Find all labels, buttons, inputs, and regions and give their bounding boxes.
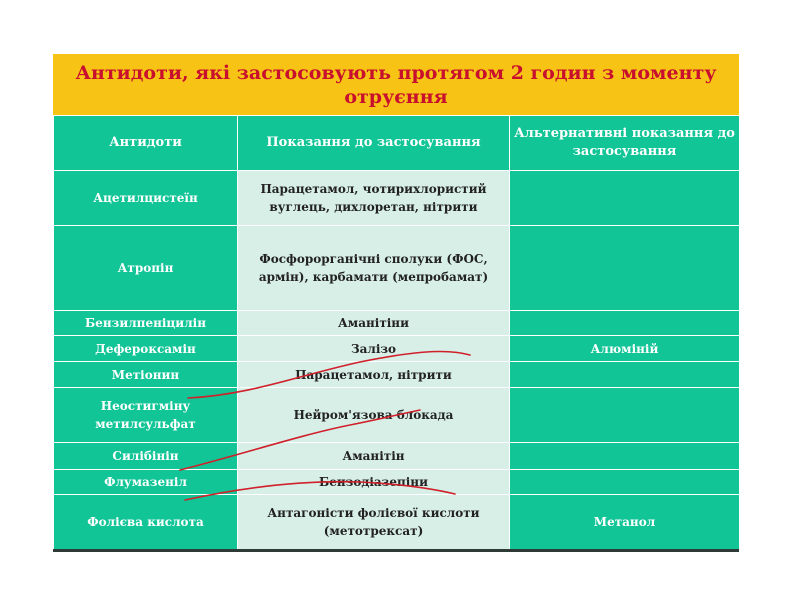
antidote-cell: Флумазеніл [54,470,238,495]
indications-cell: Аманітіни [238,311,510,336]
table-row [54,495,740,550]
header-antidote: Антидоти [54,116,238,171]
header-alternative: Альтернативні показання до застосування [510,116,740,171]
slide [53,54,739,550]
table-row [54,226,740,311]
indications-cell: Бензодіазепіни [238,470,510,495]
table-row [54,362,740,388]
table-row [54,311,740,336]
alternative-cell [510,226,740,311]
alternative-cell [510,311,740,336]
antidote-cell: Дефероксамін [54,336,238,362]
antidote-cell: Неостигміну метилсульфат [54,388,238,443]
table-row [54,388,740,443]
indications-cell: Парацетамол, чотирихлористий вуглець, дихлоретан, нітрити [238,171,510,226]
table-header-row [54,116,740,171]
antidote-cell: Ацетилцистеїн [54,171,238,226]
indications-cell: Антагоністи фолієвої кислоти (метотрексат) [238,495,510,550]
indications-cell: Нейром'язова блокада [238,388,510,443]
slide-title: Антидоти, які застосовують протягом 2 годин з моменту отруєння [53,54,739,115]
antidote-cell: Атропін [54,226,238,311]
alternative-cell [510,470,740,495]
alternative-cell [510,171,740,226]
table-row [54,470,740,495]
alternative-cell [510,362,740,388]
indications-cell: Парацетамол, нітрити [238,362,510,388]
indications-cell: Залізо [238,336,510,362]
indications-cell: Аманітін [238,443,510,470]
antidote-cell: Метіонин [54,362,238,388]
table-row [54,171,740,226]
alternative-cell: Алюміній [510,336,740,362]
alternative-cell: Метанол [510,495,740,550]
antidote-cell: Фолієва кислота [54,495,238,550]
header-indications: Показання до застосування [238,116,510,171]
table-row [54,336,740,362]
indications-cell: Фосфорорганічні сполуки (ФОС, армін), карбамати (мепробамат) [238,226,510,311]
antidotes-table [53,115,740,550]
slide-bottom-border [53,549,739,552]
alternative-cell [510,388,740,443]
antidote-cell: Бензилпеніцилін [54,311,238,336]
table-row [54,443,740,470]
antidote-cell: Силібінін [54,443,238,470]
alternative-cell [510,443,740,470]
